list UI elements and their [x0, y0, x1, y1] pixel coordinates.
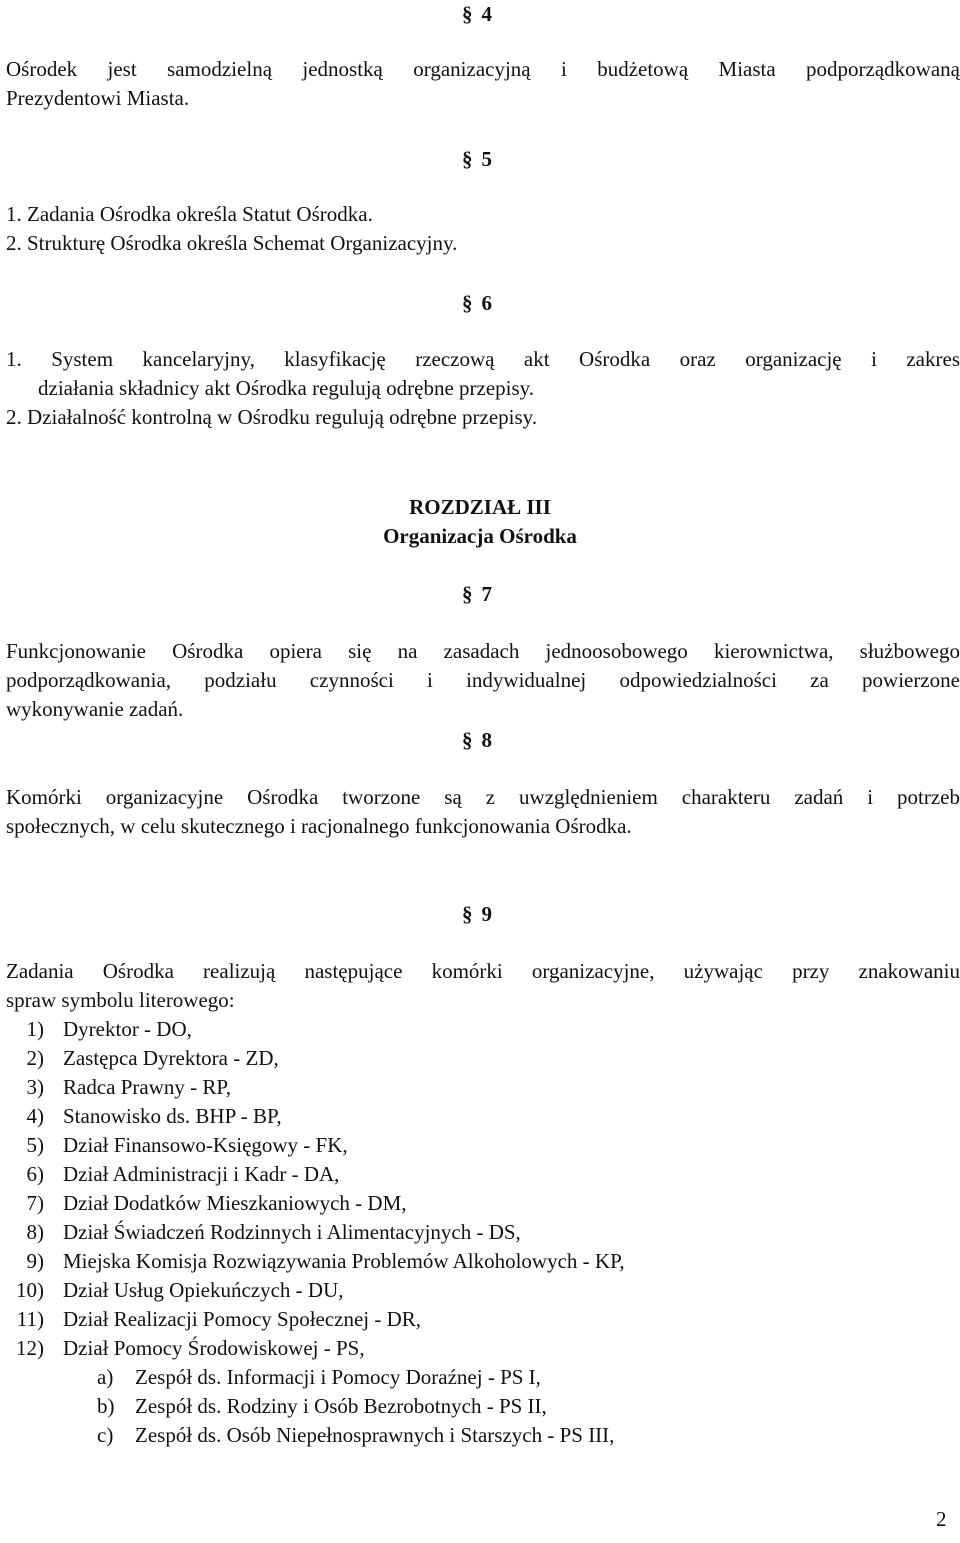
p5-item1: 1. Zadania Ośrodka określa Statut Ośrodka. — [6, 202, 373, 226]
list-item: 12) Dział Pomocy Środowiskowej - PS, — [16, 1336, 365, 1360]
p8-line1: Komórki organizacyjne Ośrodka tworzone są z uwzględnieniem charakteru zadań i potrzeb — [6, 785, 960, 809]
list-item: 8) Dział Świadczeń Rodzinnych i Alimentacyjnych - DS, — [26, 1220, 521, 1244]
list-item: 7) Dział Dodatków Mieszkaniowych - DM, — [26, 1191, 407, 1215]
p9-line1: Zadania Ośrodka realizują następujące komórki organizacyjne, używając przy znakowaniu — [6, 959, 960, 983]
list-item: 10) Dział Usług Opiekuńczych - DU, — [16, 1278, 344, 1302]
section-5-heading: § 5 — [462, 147, 492, 171]
section-symbol: § — [462, 2, 473, 26]
p7-line2: podporządkowania, podziału czynności i indywidualnej odpowiedzialności za powierzone — [6, 668, 960, 692]
list-item: 2) Zastępca Dyrektora - ZD, — [26, 1046, 279, 1070]
section-9-heading: § 9 — [462, 902, 492, 926]
p8-line2: społecznych, w celu skutecznego i racjonalnego funkcjonowania Ośrodka. — [6, 814, 632, 838]
section-8-heading: § 8 — [462, 728, 492, 752]
list-item: 11) Dział Realizacji Pomocy Społecznej - DR, — [16, 1307, 422, 1331]
chapter-number: ROZDZIAŁ III — [409, 495, 551, 519]
section-6-heading: § 6 — [462, 291, 492, 315]
p6-item1-line2: działania składnicy akt Ośrodka regulują odrębne przepisy. — [38, 376, 535, 400]
p5-item2: 2. Strukturę Ośrodka określa Schemat Organizacyjny. — [6, 231, 458, 255]
chapter-title: Organizacja Ośrodka — [383, 524, 577, 548]
list-item: 1) Dyrektor - DO, — [26, 1017, 192, 1041]
p4-line1: Ośrodek jest samodzielną jednostką organizacyjną i budżetową Miasta podporządkowaną — [6, 57, 960, 81]
p6-item2: 2. Działalność kontrolną w Ośrodku regulują odrębne przepisy. — [6, 405, 538, 429]
section-7-heading: § 7 — [462, 582, 492, 606]
p7-line3: wykonywanie zadań. — [6, 697, 184, 721]
p4-line2: Prezydentowi Miasta. — [6, 86, 190, 110]
list-item: 4) Stanowisko ds. BHP - BP, — [26, 1104, 282, 1128]
sub-list-item: b) Zespół ds. Rodziny i Osób Bezrobotnych - PS II, — [97, 1394, 547, 1418]
list-item: 6) Dział Administracji i Kadr - DA, — [26, 1162, 340, 1186]
section-4-heading: § 4 — [462, 0, 492, 29]
list-item: 5) Dział Finansowo-Księgowy - FK, — [26, 1133, 348, 1157]
list-item: 3) Radca Prawny - RP, — [26, 1075, 231, 1099]
page-number: 2 — [936, 1507, 947, 1531]
sub-list-item: c) Zespół ds. Osób Niepełnosprawnych i Starszych - PS III, — [97, 1423, 615, 1447]
p6-item1-line1: 1. System kancelaryjny, klasyfikację rzeczową akt Ośrodka oraz organizację i zakres — [6, 347, 960, 371]
list-item: 9) Miejska Komisja Rozwiązywania Problemów Alkoholowych - KP, — [26, 1249, 625, 1273]
p7-line1: Funkcjonowanie Ośrodka opiera się na zasadach jednoosobowego kierownictwa, służbowego — [6, 639, 960, 663]
sub-list-item: a) Zespół ds. Informacji i Pomocy Doraźnej - PS I, — [97, 1365, 541, 1389]
p9-line2: spraw symbolu literowego: — [6, 988, 235, 1012]
